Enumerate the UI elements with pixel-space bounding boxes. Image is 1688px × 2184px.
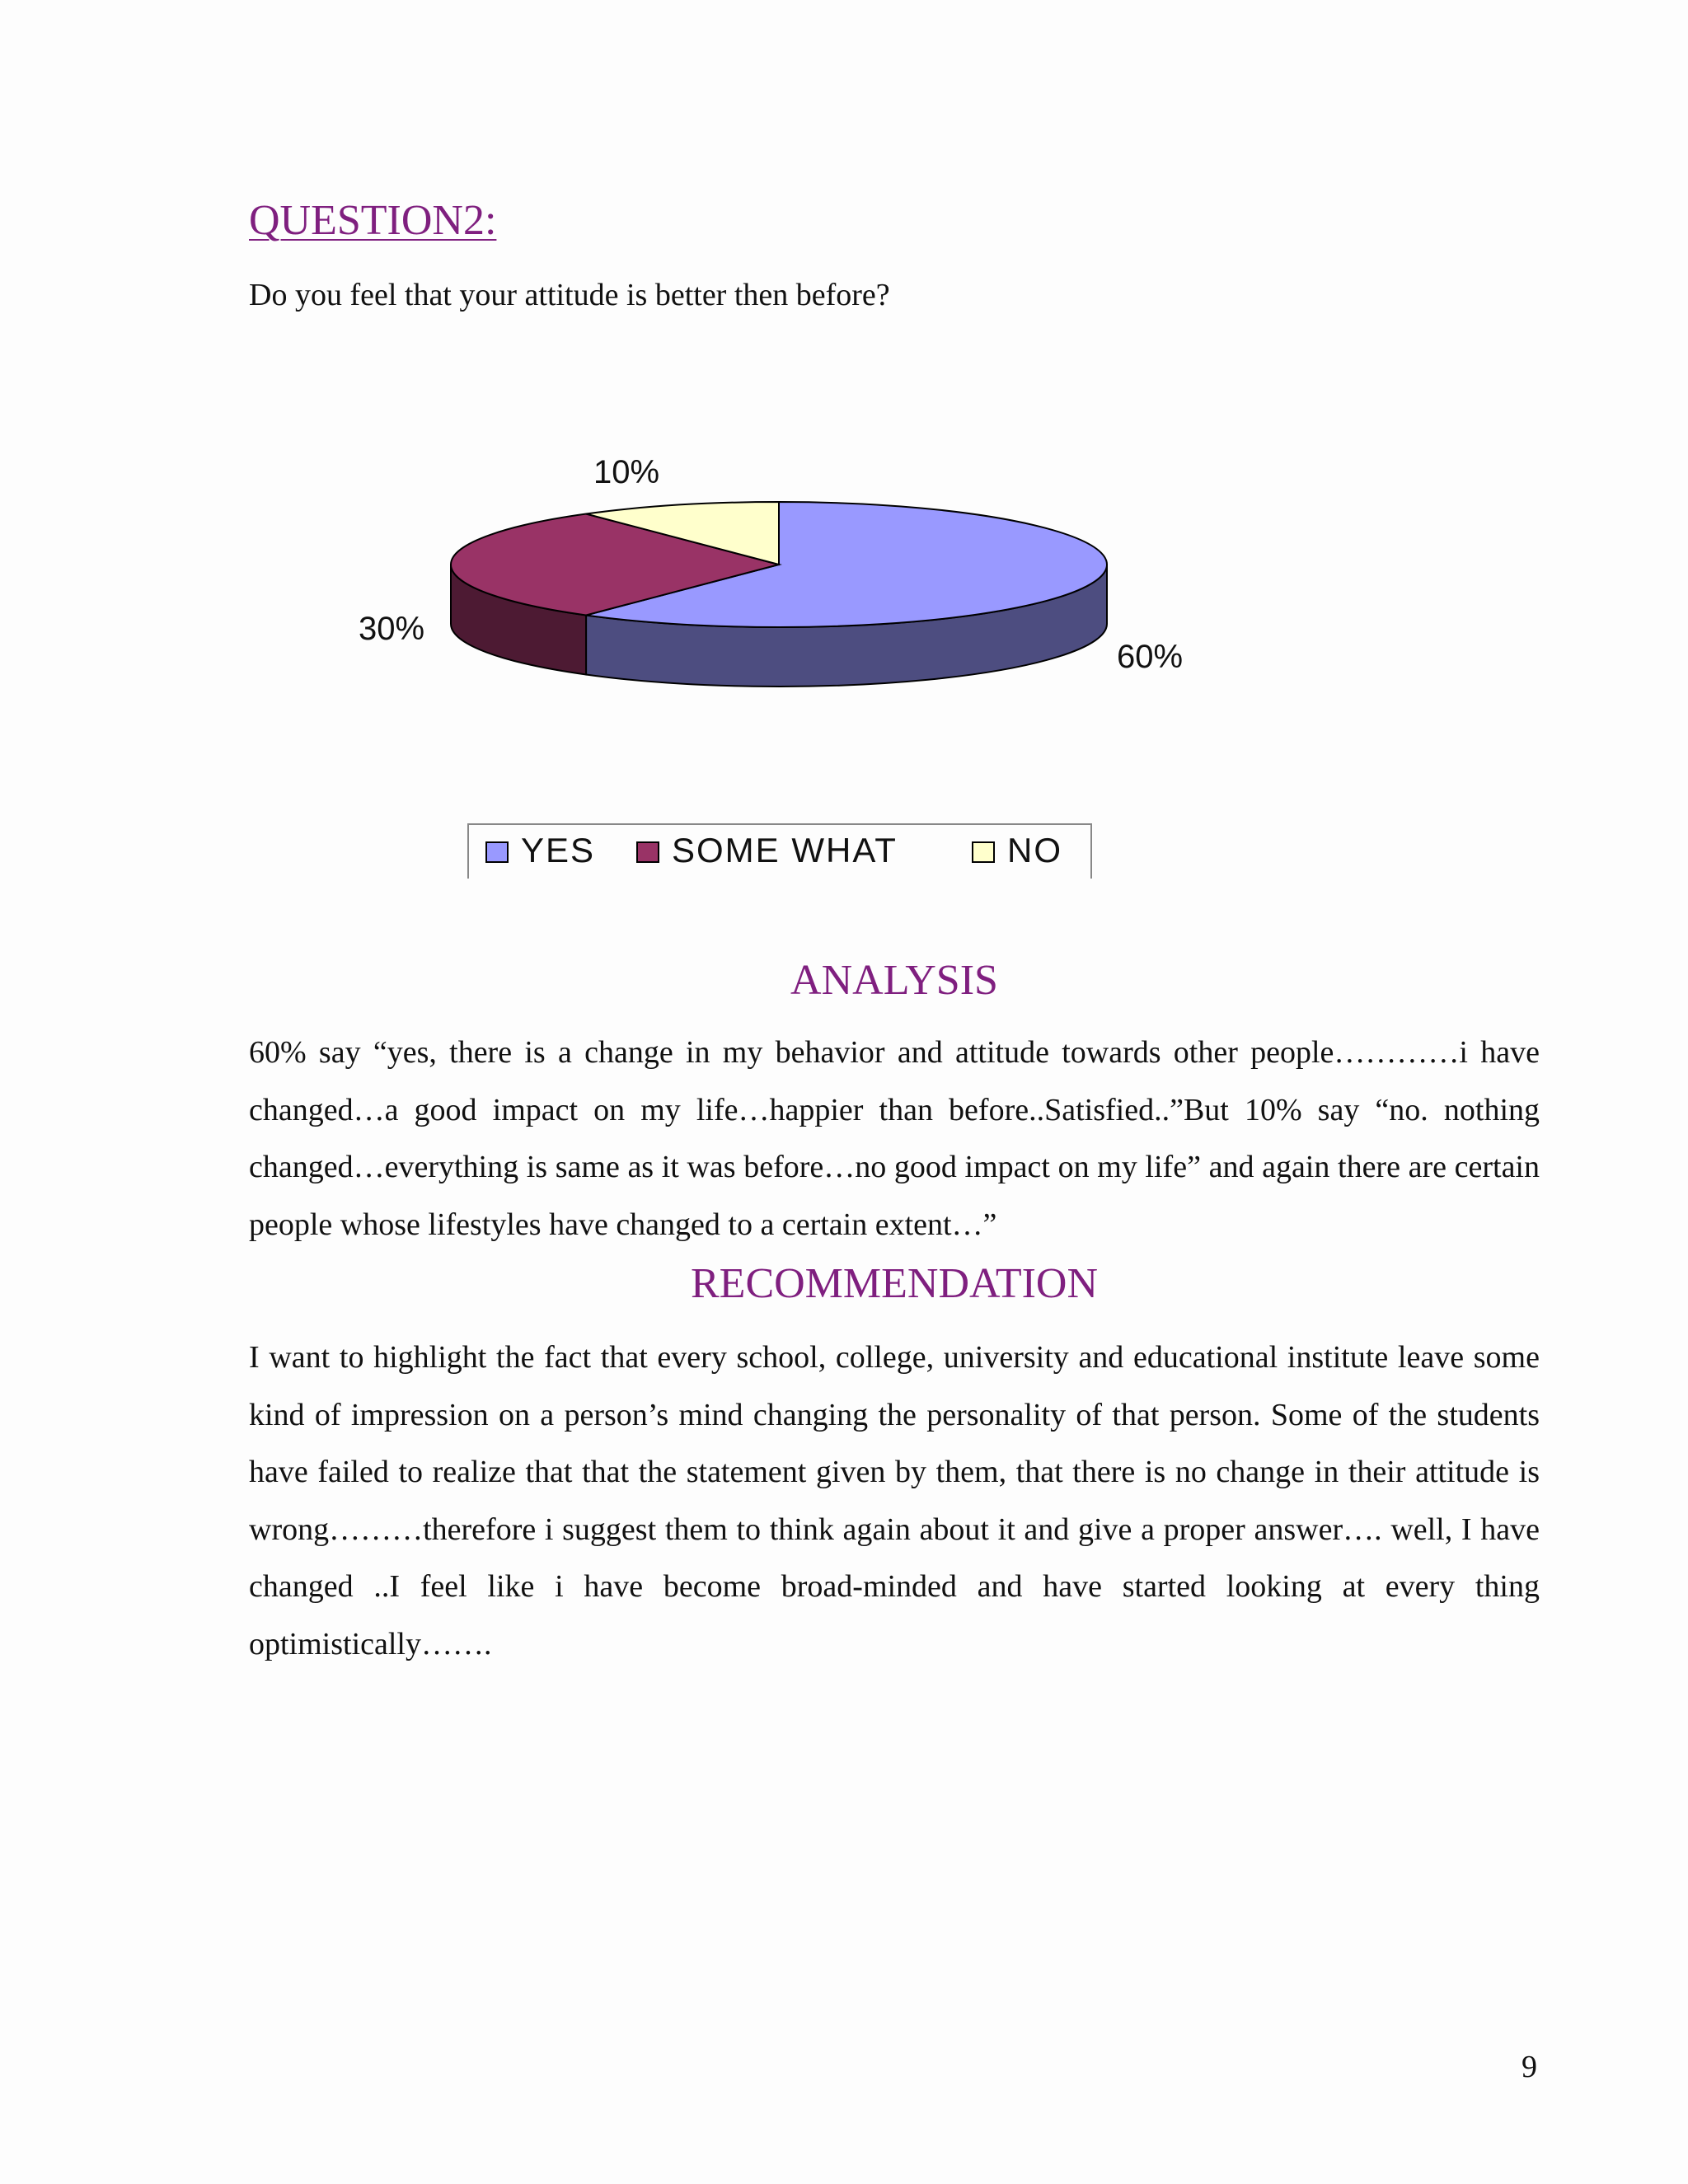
- question-text: Do you feel that your attitude is better then before?: [249, 278, 890, 312]
- pie-label-no: 10%: [593, 454, 660, 490]
- question-heading: QUESTION2:: [249, 197, 497, 244]
- legend-swatch-yes: [486, 842, 508, 862]
- chart-legend: [468, 824, 1091, 879]
- pie-top: [451, 502, 1107, 627]
- pie-label-some-what: 30%: [358, 611, 425, 647]
- legend-label-yes: YES: [521, 831, 596, 869]
- pie-chart: [0, 0, 1688, 907]
- recommendation-text: I want to highlight the fact that every school, college, university and educational institute leave some kind of impression on a person’s mind changing the personality of that person. Some of the students have failed to realize that that the statement given by them, that there is no change in their attitude is wrong………therefore i suggest them to think again about it and give a proper answer…. well, I have changed ..I feel like i have become broad-minded and have started looking at every thing optimistically…….: [249, 1340, 1540, 1661]
- recommendation-title: RECOMMENDATION: [691, 1260, 1098, 1307]
- legend-label-some-what: SOME WHAT: [672, 831, 898, 869]
- pie-label-yes: 60%: [1116, 639, 1184, 675]
- page-number: 9: [1522, 2050, 1537, 2084]
- analysis-title: ANALYSIS: [790, 957, 998, 1004]
- legend-swatch-no: [973, 842, 994, 862]
- analysis-text: 60% say “yes, there is a change in my behavior and attitude towards other people…………i have changed…a good impact on my life…happier than before..Satisfied..”But 10% say “no. nothing changed…everything is same as it was before…no good impact on my life” and again there are certain people whose lifestyles have changed to a certain extent…”: [249, 1035, 1540, 1242]
- legend-label-no: NO: [1007, 831, 1062, 869]
- legend-swatch-some-what: [637, 842, 659, 862]
